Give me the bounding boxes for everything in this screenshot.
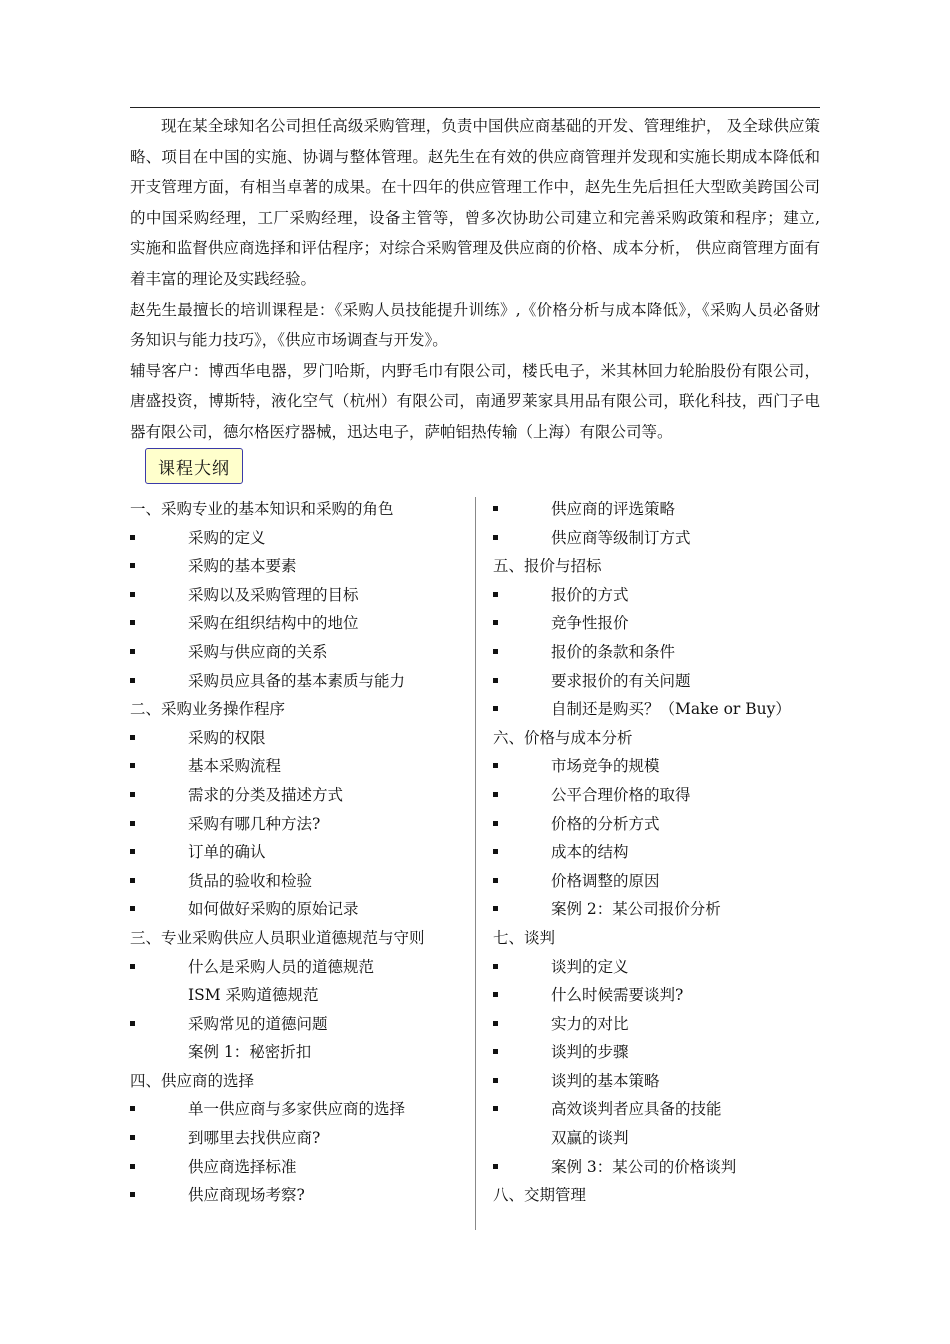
list-item-text: 自制还是购买？（Make or Buy） xyxy=(551,700,791,719)
outline-left-column xyxy=(130,495,460,1210)
sub-line-text: ISM 采购道德规范 xyxy=(188,986,319,1005)
square-bullet-icon xyxy=(130,1192,135,1197)
outline-list-item xyxy=(130,1181,460,1210)
square-bullet-icon xyxy=(130,878,135,883)
list-item-text: 公平合理价格的取得 xyxy=(551,785,691,804)
outline-list-item xyxy=(493,981,823,1010)
section-heading-text: 二、采购业务操作程序 xyxy=(130,700,286,719)
outline-list-item xyxy=(130,752,460,781)
outline-sub-line xyxy=(493,1124,823,1153)
outline-section-heading xyxy=(130,495,460,524)
square-bullet-icon xyxy=(130,535,135,540)
sub-line-text: 双赢的谈判 xyxy=(551,1129,629,1148)
list-item-text: 采购有哪几种方法? xyxy=(188,814,321,833)
list-item-text: 价格的分析方式 xyxy=(551,814,660,833)
square-bullet-icon xyxy=(493,535,498,540)
outline-list-item xyxy=(130,724,460,753)
section-heading-text: 六、价格与成本分析 xyxy=(493,728,633,747)
list-item-text: 需求的分类及描述方式 xyxy=(188,785,344,804)
square-bullet-icon xyxy=(130,649,135,654)
square-bullet-icon xyxy=(130,964,135,969)
outline-list-item xyxy=(493,495,823,524)
square-bullet-icon xyxy=(130,735,135,740)
outline-list-item xyxy=(493,895,823,924)
list-item-text: 高效谈判者应具备的技能 xyxy=(551,1100,722,1119)
square-bullet-icon xyxy=(493,792,498,797)
outline-list-item xyxy=(130,810,460,839)
list-item-text: 采购在组织结构中的地位 xyxy=(188,614,359,633)
square-bullet-icon xyxy=(493,964,498,969)
list-item-text: 市场竞争的规模 xyxy=(551,757,660,776)
outline-list-item xyxy=(493,1153,823,1182)
outline-sub-line xyxy=(130,981,460,1010)
square-bullet-icon xyxy=(130,849,135,854)
list-item-text: 案例 2：某公司报价分析 xyxy=(551,900,721,919)
list-item-text: 货品的验收和检验 xyxy=(188,871,313,890)
square-bullet-icon xyxy=(130,1106,135,1111)
square-bullet-icon xyxy=(130,1135,135,1140)
list-item-text: 采购常见的道德问题 xyxy=(188,1014,328,1033)
list-item-text: 到哪里去找供应商? xyxy=(188,1129,321,1148)
outline-list-item xyxy=(130,1095,460,1124)
outline-list-item xyxy=(493,581,823,610)
outline-list-item xyxy=(130,867,460,896)
outline-list-item xyxy=(493,953,823,982)
list-item-text: 报价的方式 xyxy=(551,585,629,604)
square-bullet-icon xyxy=(493,1049,498,1054)
square-bullet-icon xyxy=(493,620,498,625)
section-heading-text: 五、报价与招标 xyxy=(493,557,602,576)
square-bullet-icon xyxy=(493,849,498,854)
square-bullet-icon xyxy=(130,563,135,568)
list-item-text: 采购员应具备的基本素质与能力 xyxy=(188,671,406,690)
outline-list-item xyxy=(493,1095,823,1124)
square-bullet-icon xyxy=(130,620,135,625)
outline-title-box xyxy=(145,448,243,484)
section-heading-text: 七、谈判 xyxy=(493,928,556,947)
column-divider xyxy=(475,497,476,1230)
outline-list-item xyxy=(493,609,823,638)
outline-list-item xyxy=(130,781,460,810)
square-bullet-icon xyxy=(493,706,498,711)
list-item-text: 成本的结构 xyxy=(551,843,629,862)
square-bullet-icon xyxy=(130,763,135,768)
list-item-text: 采购以及采购管理的目标 xyxy=(188,585,359,604)
outline-list-item xyxy=(130,609,460,638)
outline-list-item xyxy=(130,524,460,553)
list-item-text: 竞争性报价 xyxy=(551,614,629,633)
outline-list-item xyxy=(493,667,823,696)
square-bullet-icon xyxy=(130,792,135,797)
square-bullet-icon xyxy=(130,1021,135,1026)
square-bullet-icon xyxy=(130,821,135,826)
list-item-text: 供应商的评选策略 xyxy=(551,500,676,518)
list-item-text: 要求报价的有关问题 xyxy=(551,671,691,690)
sub-line-text: 案例 1：秘密折扣 xyxy=(188,1043,312,1062)
outline-list-item xyxy=(130,1153,460,1182)
square-bullet-icon xyxy=(130,678,135,683)
section-heading-text: 三、专业采购供应人员职业道德规范与守则 xyxy=(130,928,425,947)
outline-list-item xyxy=(493,752,823,781)
outline-section-heading xyxy=(130,1067,460,1096)
outline-list-item xyxy=(130,895,460,924)
outline-list-item xyxy=(130,667,460,696)
square-bullet-icon xyxy=(130,592,135,597)
outline-list-item xyxy=(493,695,823,724)
outline-list-item xyxy=(130,552,460,581)
header-rule xyxy=(130,107,820,108)
list-item-text: 报价的条款和条件 xyxy=(551,642,676,661)
outline-list-item xyxy=(493,524,823,553)
intro-paragraph-courses: 赵先生最擅长的培训课程是：《采购人员技能提升训练》,《价格分析与成本降低》，《采购人员必备财务知识与能力技巧》，《供应市场调查与开发》。 xyxy=(130,300,820,350)
list-item-text: 采购与供应商的关系 xyxy=(188,642,328,661)
outline-section-heading xyxy=(493,724,823,753)
square-bullet-icon xyxy=(493,506,498,511)
list-item-text: 价格调整的原因 xyxy=(551,871,660,890)
section-heading-text: 四、供应商的选择 xyxy=(130,1071,255,1090)
section-heading-text: 一、采购专业的基本知识和采购的角色 xyxy=(130,500,394,518)
square-bullet-icon xyxy=(493,1021,498,1026)
outline-section-heading xyxy=(130,695,460,724)
outline-list-item xyxy=(493,1010,823,1039)
square-bullet-icon xyxy=(493,992,498,997)
list-item-text: 谈判的基本策略 xyxy=(551,1071,660,1090)
square-bullet-icon xyxy=(493,906,498,911)
outline-title: 课程大纲 xyxy=(158,458,230,479)
list-item-text: 采购的基本要素 xyxy=(188,557,297,576)
outline-right-column xyxy=(493,495,823,1210)
list-item-text: 基本采购流程 xyxy=(188,757,282,776)
square-bullet-icon xyxy=(493,1164,498,1169)
outline-list-item xyxy=(493,1067,823,1096)
outline-list-item xyxy=(493,838,823,867)
list-item-text: 供应商选择标准 xyxy=(188,1157,297,1176)
list-item-text: 供应商等级制订方式 xyxy=(551,528,691,547)
outline-list-item xyxy=(493,638,823,667)
square-bullet-icon xyxy=(493,592,498,597)
outline-list-item xyxy=(493,1038,823,1067)
list-item-text: 采购的定义 xyxy=(188,528,266,547)
list-item-text: 实力的对比 xyxy=(551,1014,629,1033)
square-bullet-icon xyxy=(493,763,498,768)
intro-paragraph-clients: 辅导客户：博西华电器，罗门哈斯，内野毛巾有限公司，楼氏电子，米其林回力轮胎股份有限公司，唐盛投资，博斯特，液化空气（杭州）有限公司，南通罗莱家具用品有限公司，联化科技，西门子电器有限公司，德尔格医疗器械，迅达电子，萨帕铝热传输（上海）有限公司等。 xyxy=(130,361,820,441)
list-item-text: 采购的权限 xyxy=(188,728,266,747)
square-bullet-icon xyxy=(493,821,498,826)
list-item-text: 案例 3：某公司的价格谈判 xyxy=(551,1157,737,1176)
outline-list-item xyxy=(130,1124,460,1153)
square-bullet-icon xyxy=(493,678,498,683)
outline-list-item xyxy=(493,781,823,810)
outline-list-item xyxy=(130,581,460,610)
outline-list-item xyxy=(493,867,823,896)
list-item-text: 什么是采购人员的道德规范 xyxy=(188,957,375,976)
list-item-text: 如何做好采购的原始记录 xyxy=(188,900,359,919)
section-heading-text: 八、交期管理 xyxy=(493,1186,587,1205)
square-bullet-icon xyxy=(493,1106,498,1111)
list-item-text: 谈判的定义 xyxy=(551,957,629,976)
square-bullet-icon xyxy=(493,1078,498,1083)
list-item-text: 谈判的步骤 xyxy=(551,1043,629,1062)
square-bullet-icon xyxy=(493,878,498,883)
intro-paragraph-experience: 现在某全球知名公司担任高级采购管理，负责中国供应商基础的开发、管理维护， 及全球供应策略、项目在中国的实施、协调与整体管理。赵先生在有效的供应商管理并发现和实施长期成本降低和开支管理方面，有相当卓著的成果。在十四年的供应管理工作中，赵先生先后担任大型欧美跨国公司的中国采购经理，工厂采购经理，设备主管等，曾多次协助公司建立和完善采购政策和程序；建立, 实施和监督供应商选择和评估程序；对综合采购管理及供应商的价格、成本分析， 供应商管理方面有着丰富的理论及实践经验。 xyxy=(130,117,820,288)
outline-sub-line xyxy=(130,1038,460,1067)
outline-section-heading xyxy=(493,1181,823,1210)
instructor-intro xyxy=(130,111,820,448)
outline-section-heading xyxy=(130,924,460,953)
list-item-text: 单一供应商与多家供应商的选择 xyxy=(188,1100,406,1119)
outline-section-heading xyxy=(493,552,823,581)
square-bullet-icon xyxy=(493,649,498,654)
outline-list-item xyxy=(130,638,460,667)
outline-list-item xyxy=(493,810,823,839)
outline-list-item xyxy=(130,838,460,867)
square-bullet-icon xyxy=(130,1164,135,1169)
outline-section-heading xyxy=(493,924,823,953)
square-bullet-icon xyxy=(130,906,135,911)
outline-list-item xyxy=(130,1010,460,1039)
list-item-text: 什么时候需要谈判? xyxy=(551,986,684,1005)
list-item-text: 供应商现场考察? xyxy=(188,1186,305,1205)
outline-list-item xyxy=(130,953,460,982)
list-item-text: 订单的确认 xyxy=(188,843,266,862)
